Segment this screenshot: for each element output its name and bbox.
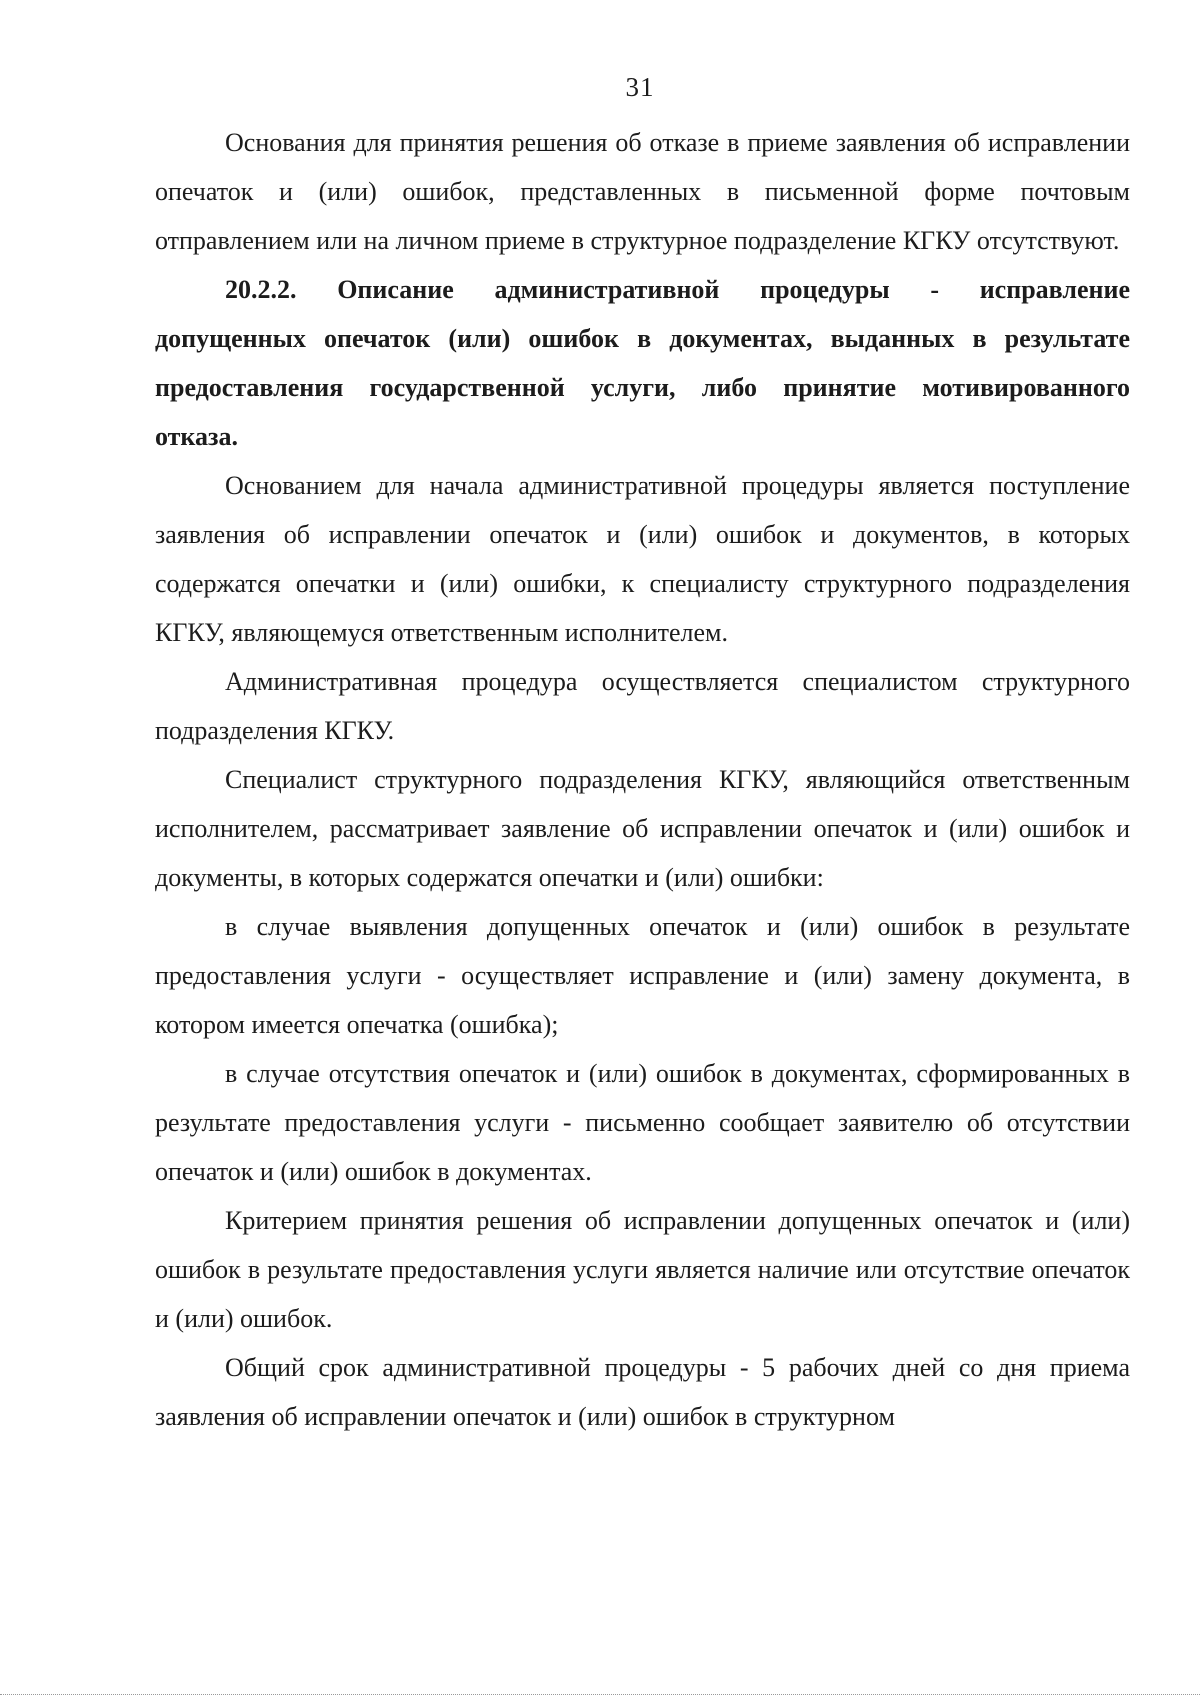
paragraph-procedure-basis: Основанием для начала административной процедуры является поступление заявления об исправлении опечаток и (или) ошибок и документов, в которых содержатся опечатки и (или) ошибки, к специалисту структурного подразделения КГКУ, являющемуся ответственным исполнителем. — [155, 471, 1130, 647]
paragraph-procedure-performer: Административная процедура осуществляется специалистом структурного подразделения КГКУ. — [155, 667, 1130, 745]
section-heading-20-2-2: 20.2.2. Описание административной процедуры - исправление допущенных опечаток (или) ошибок в документах, выданных в результате предоставления государственной услуги, либо принятие мотивированного отказа. — [155, 275, 1130, 451]
scan-edge-line — [0, 1694, 1200, 1696]
paragraph-errors-absent: в случае отсутствия опечаток и (или) ошибок в документах, сформированных в результате предоставления услуги - письменно сообщает заявителю об отсутствии опечаток и (или) ошибок в документах. — [155, 1059, 1130, 1186]
paragraph-decision-criterion: Критерием принятия решения об исправлении допущенных опечаток и (или) ошибок в результате предоставления услуги является наличие или отсутствие опечаток и (или) ошибок. — [155, 1206, 1130, 1333]
page-number: 31 — [625, 72, 655, 102]
paragraph-procedure-term: Общий срок административной процедуры - 5 рабочих дней со дня приема заявления об исправлении опечаток и (или) ошибок в структурном — [155, 1353, 1130, 1431]
paragraph-specialist-review: Специалист структурного подразделения КГКУ, являющийся ответственным исполнителем, рассматривает заявление об исправлении опечаток и (или) ошибок и документы, в которых содержатся опечатки и (или) ошибки: — [155, 765, 1130, 892]
paragraph-errors-found: в случае выявления допущенных опечаток и (или) ошибок в результате предоставления услуги - осуществляет исправление и (или) замену документа, в котором имеется опечатка (ошибка); — [155, 912, 1130, 1039]
paragraph-refusal-grounds: Основания для принятия решения об отказе в приеме заявления об исправлении опечаток и (или) ошибок, представленных в письменной форме почтовым отправлением или на личном приеме в структурное подразделение КГКУ отсутствуют. — [155, 128, 1130, 255]
document-body — [155, 118, 1130, 1441]
